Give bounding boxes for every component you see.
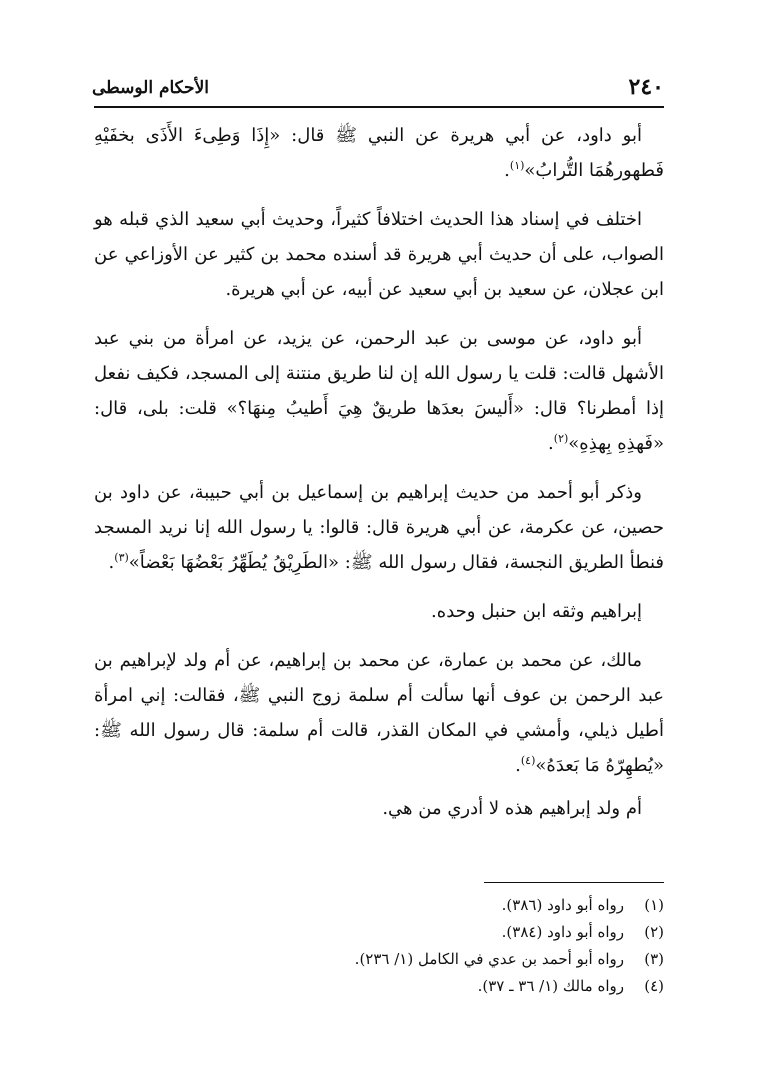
- paragraph-4: وذكر أبو أحمد من حديث إبراهيم بن إسماعيل بن أبي حبيبة، عن داود بن حصين، عن عكرمة، عن أبي هريرة قال: قالوا: يا رسول الله إنا نريد المسجد فنطأ الطريق النجسة، فقال رسول الله ﷺ: «الطَرِيْقُ يُطَهِّرُ بَعْضُهَا بَعْضاً»$^{(٣)}$.: [94, 482, 664, 573]
- paragraph-6: مالك، عن محمد بن عمارة، عن محمد بن إبراهيم، عن أم ولد لإبراهيم بن عبد الرحمن بن عوف أنها سألت أم سلمة زوج النبي ﷺ، فقالت: إني امرأة أطيل ذيلي، وأمشي في المكان القذر، قالت أم سلمة: قال رسول الله ﷺ: «يُطهِرّهُ مَا بَعدَهُ»$^{(٤)}$.: [94, 650, 664, 776]
- footnotes: [94, 892, 664, 1000]
- footnote-rule: [484, 882, 664, 883]
- paragraph-2: اختلف في إسناد هذا الحديث اختلافاً كثيراً، وحديث أبي سعيد الذي قبله هو الصواب، على أن حديث أبي هريرة قد أسنده محمد بن كثير عن الأوزاعي عن ابن عجلان، عن سعيد بن أبي سعيد عن أبيه، عن أبي هريرة.: [94, 209, 664, 300]
- footnote-ref-2: (٢): [553, 432, 569, 445]
- page-header: [92, 72, 664, 108]
- footnote-ref-4: (٤): [520, 754, 536, 767]
- footnote-4: (٤) رواه مالك (١/ ٣٦ ـ ٣٧).: [477, 977, 664, 995]
- paragraph-7: أم ولد إبراهيم هذه لا أدري من هي.: [382, 798, 642, 819]
- paragraph-5: إبراهيم وثقه ابن حنبل وحده.: [431, 601, 642, 622]
- footnote-ref-1: (١): [509, 159, 525, 172]
- footnote-ref-3: (٣): [114, 551, 129, 564]
- main-text: [94, 118, 664, 840]
- header-rule: [94, 106, 664, 108]
- paragraph-3: أبو داود، عن موسى بن عبد الرحمن، عن يزيد، عن امرأة من بني عبد الأشهل قالت: قلت يا رسول الله إن لنا طريق منتنة إلى المسجد، فكيف نفعل إذا أمطرنا؟ قال: «أَليسَ بعدَها طريقٌ هِيَ أَطيبُ مِنهَا؟» قلت: بلى، قال: «فَهذِهِ بِهذِهِ»$^{(٢)}$.: [94, 328, 664, 454]
- page-number: ٢٤٠: [628, 74, 664, 100]
- footnote-3: (٣) رواه أبو أحمد بن عدي في الكامل (١/ ٢٣٦).: [354, 950, 664, 968]
- footnote-2: (٢) رواه أبو داود (٣٨٤).: [501, 923, 664, 941]
- footnote-1: (١) رواه أبو داود (٣٨٦).: [501, 896, 664, 914]
- running-title: الأحكام الوسطى: [92, 78, 209, 98]
- paragraph-1: أبو داود، عن أبي هريرة عن النبي ﷺ قال: «إِذَا وَطِىءَ الأَذَى بخفَيْهِ فَطهورهُمَا التُّرابُ»$^{(١)}$.: [94, 125, 664, 181]
